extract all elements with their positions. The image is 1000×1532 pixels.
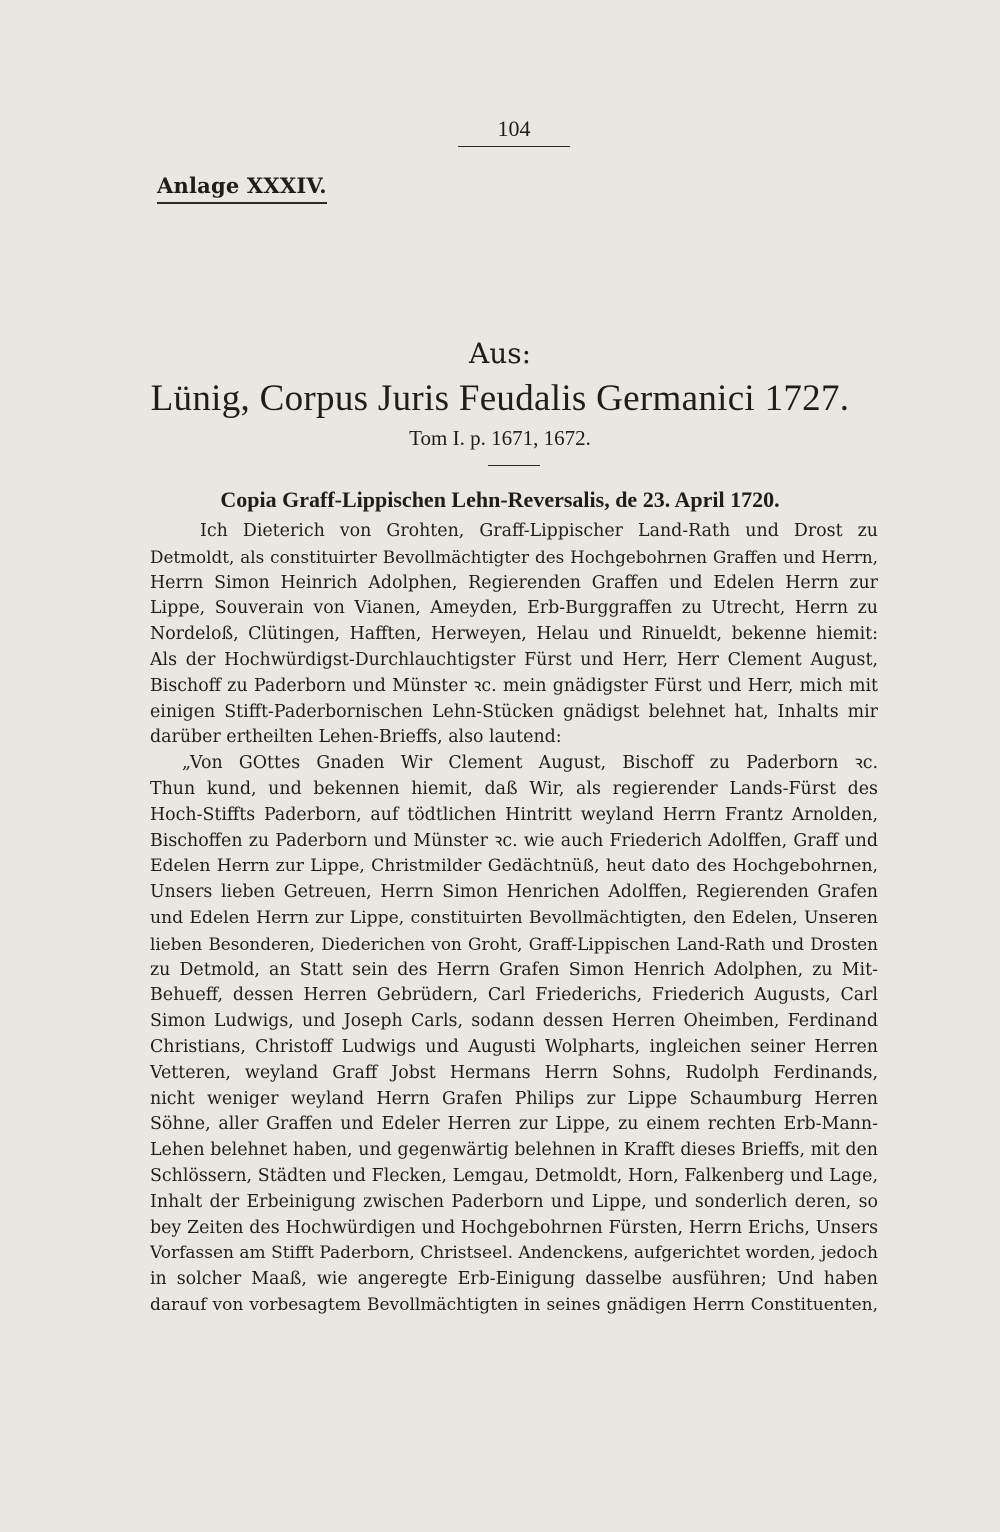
text-line: zu Detmold, an Statt sein des Herrn Grafen Simon Henrich Adolphen, zu Mit- bbox=[150, 959, 878, 980]
text-line: Vetteren, weyland Graff Jobst Hermans Herrn Sohns, Rudolph Ferdinands, bbox=[150, 1062, 878, 1083]
text-line: Unsers lieben Getreuen, Herrn Simon Henrichen Adolffen, Regierenden Grafen bbox=[150, 882, 878, 903]
text-line: einigen Stifft-Paderbornischen Lehn-Stücken gnädigst belehnet hat, Inhalts mir bbox=[150, 701, 878, 722]
text-line: Bischoffen zu Paderborn und Münster ꝛc. wie auch Friederich Adolffen, Graff und bbox=[150, 830, 878, 851]
source-title: Lünig, Corpus Juris Feudalis Germanici 1727. bbox=[150, 378, 850, 419]
text-line: Schlössern, Städten und Flecken, Lemgau, Detmoldt, Horn, Falkenberg und Lage, bbox=[150, 1165, 878, 1186]
text-line: Simon Ludwigs, und Joseph Carls, sodann dessen Herren Oheimben, Ferdinand bbox=[150, 1011, 878, 1032]
text-line: lieben Besonderen, Diederichen von Groht, Graff-Lippischen Land-Rath und Drosten bbox=[150, 933, 878, 954]
text-line: und Edelen Herrn zur Lippe, constituirten Bevollmächtigten, den Edelen, Unseren bbox=[150, 907, 878, 928]
text-line: Ich Dieterich von Grohten, Graff-Lippischer Land-Rath und Drost zu bbox=[200, 521, 878, 541]
text-line: Christians, Christoff Ludwigs und Augusti Wolpharts, ingleichen seiner Herren bbox=[150, 1036, 878, 1057]
text-line: darauf von vorbesagtem Bevollmächtigten in seines gnädigen Herrn Constituenten, bbox=[150, 1294, 878, 1315]
source-intro: Aus: bbox=[468, 337, 532, 370]
text-line: Söhne, aller Graffen und Edeler Herren zur Lippe, zu einem rechten Erb-Mann- bbox=[150, 1114, 878, 1135]
text-line: Detmoldt, als constituirter Bevollmächtigter des Hochgebohrnen Graffen und Herrn, bbox=[150, 546, 878, 567]
text-line: Hoch-Stiffts Paderborn, auf tödtlichen Hintritt weyland Herrn Frantz Arnolden, bbox=[150, 804, 878, 825]
page-number: 104 bbox=[458, 116, 570, 147]
text-line: Nordeloß, Clütingen, Hafften, Herweyen, Helau und Rinueldt, bekenne hiemit: bbox=[150, 624, 878, 645]
text-line: bey Zeiten des Hochwürdigen und Hochgebohrnen Fürsten, Herrn Erichs, Unsers bbox=[150, 1217, 878, 1238]
section-divider bbox=[488, 465, 540, 466]
text-line: in solcher Maaß, wie angeregte Erb-Einigung dasselbe ausführen; Und haben bbox=[150, 1269, 878, 1290]
text-line: Lippe, Souverain von Vianen, Ameyden, Erb-Burggraffen zu Utrecht, Herrn zu bbox=[150, 598, 878, 619]
text-line: darüber ertheilten Lehen-Brieffs, also lautend: bbox=[150, 727, 562, 748]
text-line: Bischoff zu Paderborn und Münster ꝛc. mein gnädigster Fürst und Herr, mich mit bbox=[150, 675, 878, 696]
appendix-label: Anlage XXXIV. bbox=[157, 173, 327, 204]
source-reference: Tom I. p. 1671, 1672. bbox=[409, 426, 591, 450]
text-line: Thun kund, und bekennen hiemit, daß Wir, als regierender Lands-Fürst des bbox=[150, 778, 878, 799]
text-line: Lehen belehnet haben, und gegenwärtig belehnen in Krafft dieses Brieffs, mit den bbox=[150, 1140, 878, 1161]
text-line: Als der Hochwürdigst-Durchlauchtigster Fürst und Herr, Herr Clement August, bbox=[150, 649, 878, 670]
document-heading: Copia Graff-Lippischen Lehn-Reversalis, de 23. April 1720. bbox=[220, 487, 780, 512]
body-text bbox=[150, 519, 878, 1319]
text-line: Herrn Simon Heinrich Adolphen, Regierenden Graffen und Edelen Herrn zur bbox=[150, 572, 878, 593]
text-line: nicht weniger weyland Herrn Grafen Philips zur Lippe Schaumburg Herren bbox=[150, 1088, 878, 1109]
text-line: Inhalt der Erbeinigung zwischen Paderborn und Lippe, und sonderlich deren, so bbox=[150, 1191, 878, 1212]
text-line: Vorfassen am Stifft Paderborn, Christseel. Andenckens, aufgerichtet worden, jedoch bbox=[150, 1243, 878, 1264]
text-line: Edelen Herrn zur Lippe, Christmilder Gedächtnüß, heut dato des Hochgebohrnen, bbox=[150, 856, 878, 877]
text-line: Behueff, dessen Herren Gebrüdern, Carl Friederichs, Friederich Augusts, Carl bbox=[150, 985, 878, 1006]
text-line: „Von GOttes Gnaden Wir Clement August, Bischoff zu Paderborn ꝛc. bbox=[182, 753, 878, 774]
